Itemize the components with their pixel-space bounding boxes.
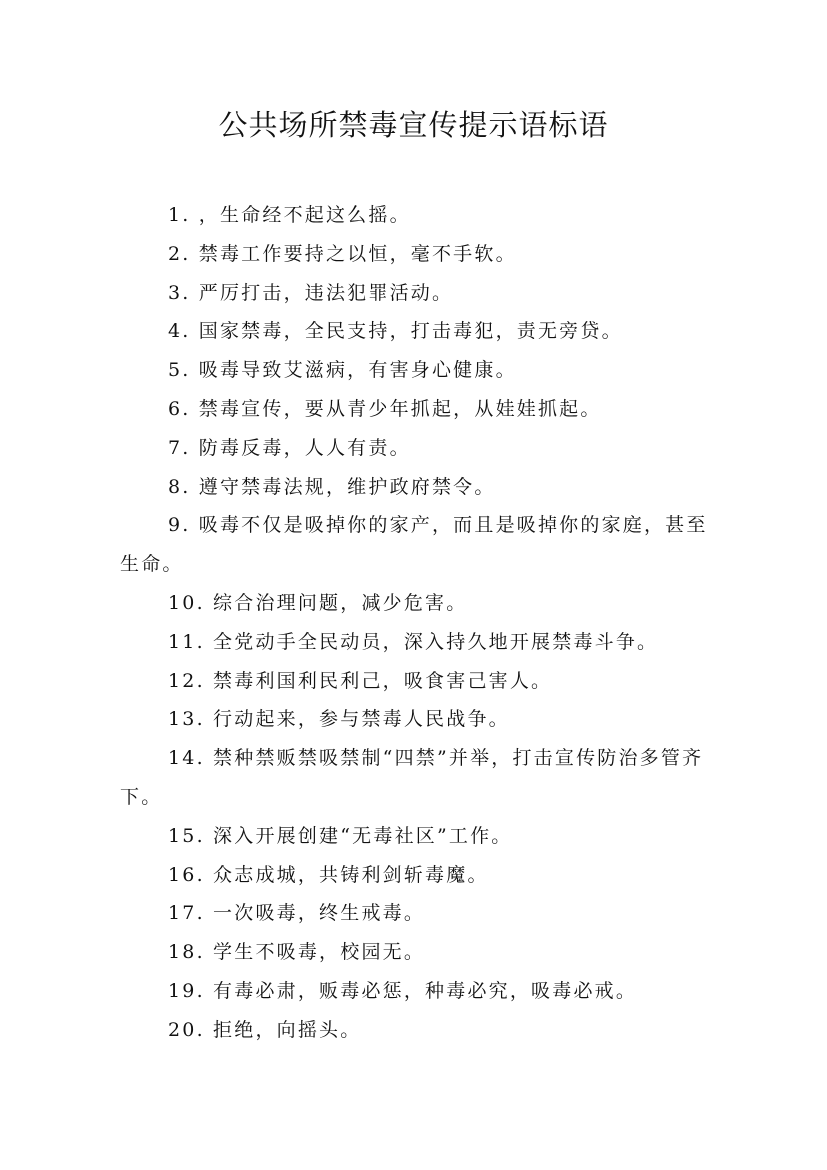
slogan-list: [120, 196, 720, 1050]
list-item: 11. 全党动手全民动员，深入持久地开展禁毒斗争。: [168, 630, 659, 653]
list-item: 10. 综合治理问题，减少危害。: [168, 591, 468, 614]
list-item: 7. 防毒反毒，人人有责。: [168, 436, 411, 459]
list-item: 13. 行动起来，参与禁毒人民战争。: [168, 708, 510, 731]
list-item: 12. 禁毒利国利民利己，吸食害己害人。: [168, 669, 553, 692]
list-item: 9. 吸毒不仅是吸掉你的家产，而且是吸掉你的家庭，甚至生命。: [120, 514, 708, 576]
list-item: 19. 有毒必肃，贩毒必惩，种毒必究，吸毒必戒。: [168, 979, 638, 1002]
list-item: 18. 学生不吸毒，校园无。: [168, 941, 426, 964]
list-item: 4. 国家禁毒，全民支持，打击毒犯，责无旁贷。: [168, 320, 623, 343]
list-item: 3. 严厉打击，违法犯罪活动。: [168, 281, 454, 304]
list-item: 17. 一次吸毒，终生戒毒。: [168, 902, 426, 925]
list-item: 5. 吸毒导致艾滋病，有害身心健康。: [168, 359, 517, 382]
list-item: 6. 禁毒宣传，要从青少年抓起，从娃娃抓起。: [168, 397, 602, 420]
list-item: 8. 遵守禁毒法规，维护政府禁令。: [168, 475, 496, 498]
list-item: 16. 众志成城，共铸利剑斩毒魔。: [168, 863, 489, 886]
list-item: 15. 深入开展创建“无毒社区”工作。: [168, 824, 513, 847]
list-item: 20. 拒绝，向摇头。: [168, 1018, 362, 1041]
list-item: 14. 禁种禁贩禁吸禁制“四禁”并举，打击宣传防治多管齐下。: [120, 747, 704, 808]
list-item: 2. 禁毒工作要持之以恒，毫不手软。: [168, 242, 517, 265]
list-item: 1. ，生命经不起这么摇。: [168, 204, 411, 226]
document-title: 公共场所禁毒宣传提示语标语: [218, 108, 609, 142]
